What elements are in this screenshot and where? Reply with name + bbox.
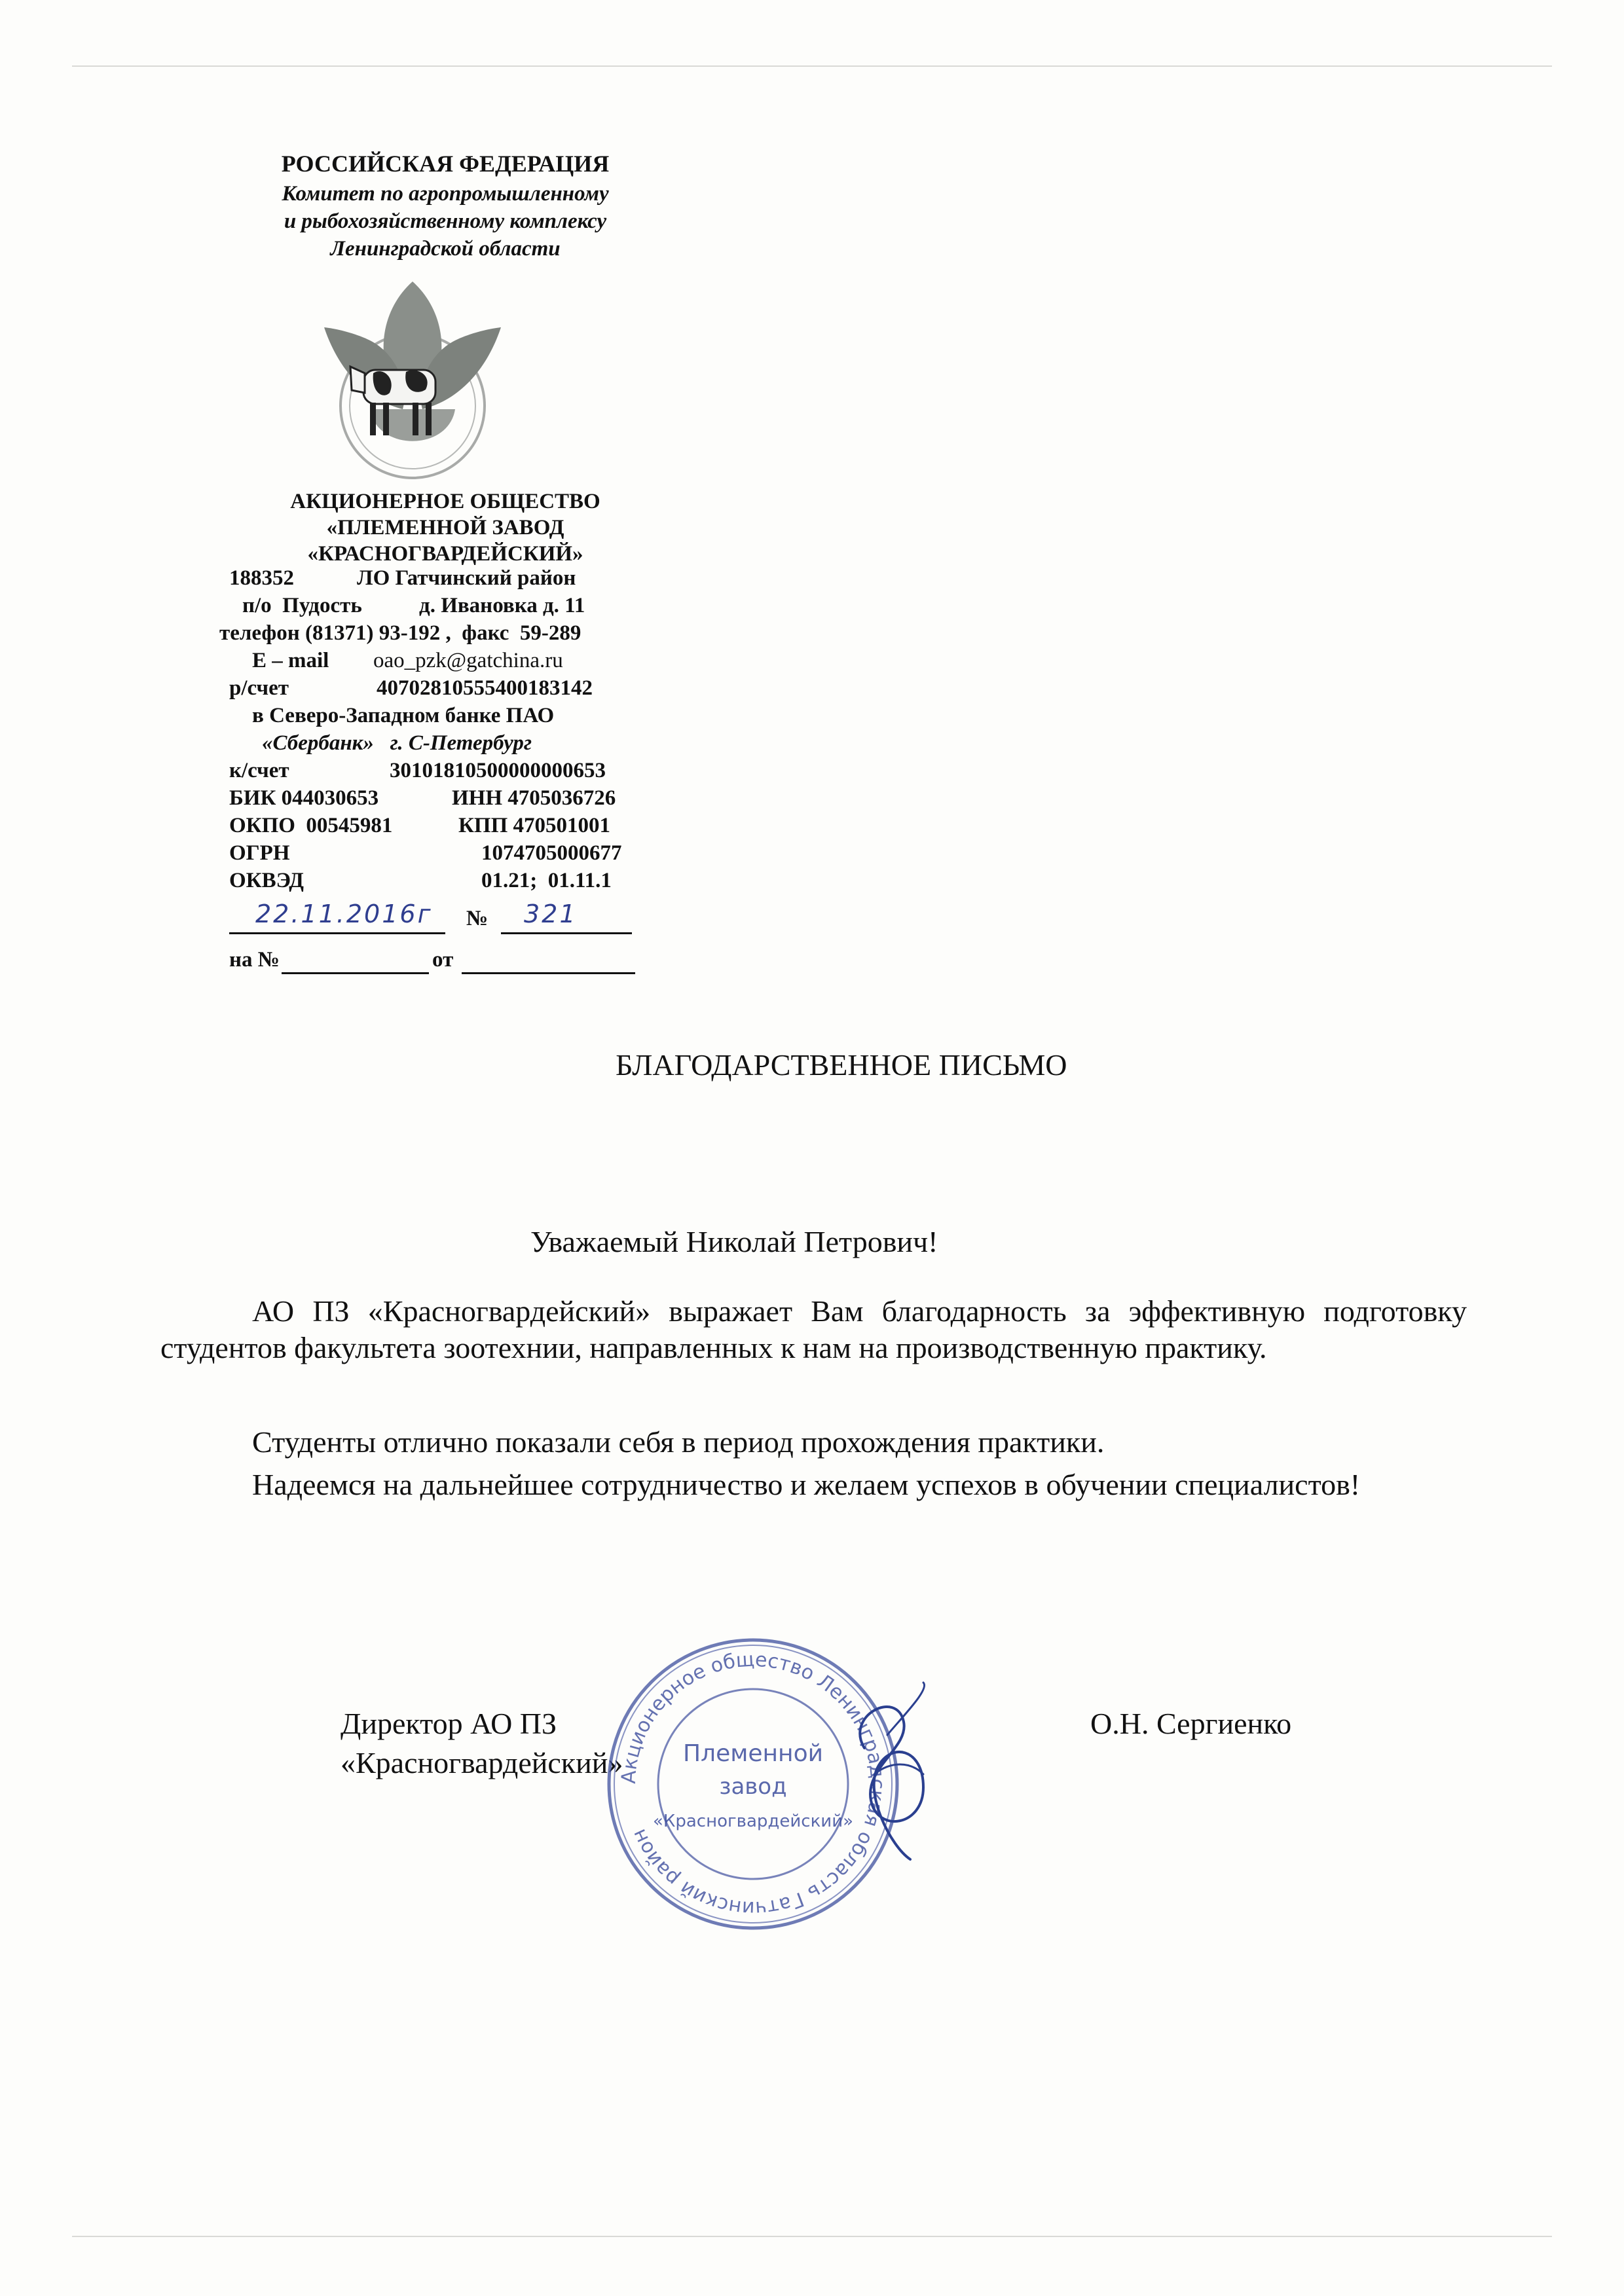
incoming-number-label: на №	[229, 948, 280, 972]
ogrn-label: ОГРН	[229, 841, 290, 865]
header-company-line-1: АКЦИОНЕРНОЕ ОБЩЕСТВО	[290, 490, 600, 513]
outgoing-number-label: №	[466, 907, 489, 930]
ogrn-number: 1074705000677	[481, 841, 622, 865]
scan-edge-bottom	[72, 2236, 1552, 2237]
phone-fax: телефон (81371) 93-192 , факс 59-289	[219, 621, 581, 645]
email-label: E – mail	[252, 649, 329, 672]
letter-paragraph-1: АО ПЗ «Красногвардейский» выражает Вам благодарность за эффективную подготовку студентов факультета зоотехнии, направленных к нам на производственную практику.	[160, 1294, 1467, 1364]
post-office: п/о Пудость	[242, 594, 362, 617]
incoming-from-line	[462, 972, 635, 974]
email-address: oao_pzk@gatchina.ru	[373, 649, 563, 672]
inn: ИНН 4705036726	[452, 786, 616, 810]
account-number: 40702810555400183142	[377, 676, 593, 700]
stamp-center-line-3: «Красногвардейский»	[653, 1812, 853, 1831]
header-committee-line-1: Комитет по агропромышленному	[282, 182, 609, 206]
okpo: ОКПО 00545981	[229, 814, 393, 837]
stamp-center-line-1: Племенной	[682, 1740, 824, 1767]
outgoing-date-line	[229, 902, 445, 934]
signatory-position-line-2: «Красногвардейский»	[341, 1746, 623, 1779]
bank-line: в Северо-Западном банке ПАО	[252, 704, 555, 727]
scan-edge-top	[72, 65, 1552, 67]
signatory-name: О.Н. Сергиенко	[1090, 1707, 1292, 1740]
letter-paragraph-3: Надеемся на дальнейшее сотрудничество и желаем успехов в обучении специалистов!	[252, 1468, 1361, 1501]
header-committee-line-2: и рыбохозяйственному комплексу	[284, 210, 607, 233]
letter-title: БЛАГОДАРСТВЕННОЕ ПИСЬМО	[616, 1048, 1067, 1082]
header-country: РОССИЙСКАЯ ФЕДЕРАЦИЯ	[281, 151, 610, 177]
outgoing-date: 22.11.2016г	[255, 900, 433, 928]
kpp: КПП 470501001	[458, 814, 611, 837]
logo-icon	[298, 268, 514, 484]
corr-account-number: 30101810500000000653	[390, 759, 606, 782]
letter-salutation: Уважаемый Николай Петрович!	[530, 1225, 938, 1258]
signature-icon	[825, 1676, 943, 1872]
stamp-center-line-2: завод	[719, 1774, 787, 1800]
corr-account-label: к/счет	[229, 759, 289, 782]
stamp-outer-text: Акционерное общество Ленинградская область Гатчинский район	[617, 1648, 889, 1920]
incoming-number-line	[282, 972, 429, 974]
okved-label: ОКВЭД	[229, 869, 304, 892]
incoming-from-label: от	[432, 948, 454, 972]
cow-and-leaves-logo	[298, 268, 514, 484]
outgoing-number: 321	[524, 900, 578, 928]
district: ЛО Гатчинский район	[357, 566, 576, 590]
okved-codes: 01.21; 01.11.1	[481, 869, 612, 892]
handwritten-signature	[825, 1676, 943, 1872]
account-label: р/счет	[229, 676, 289, 700]
bik: БИК 044030653	[229, 786, 379, 810]
header-company-line-2: «ПЛЕМЕННОЙ ЗАВОД	[326, 516, 564, 539]
village-address: д. Ивановка д. 11	[419, 594, 585, 617]
signatory-position-line-1: Директор АО ПЗ	[341, 1707, 557, 1740]
bank-name: «Сбербанк» г. С-Петербург	[262, 731, 532, 755]
header-company-line-3: «КРАСНОГВАРДЕЙСКИЙ»	[307, 542, 583, 566]
header-committee-line-3: Ленинградской области	[330, 237, 561, 261]
letter-paragraph-2: Студенты отлично показали себя в период прохождения практики.	[252, 1425, 1105, 1459]
outgoing-number-line	[501, 902, 632, 934]
postal-code: 188352	[229, 566, 294, 590]
